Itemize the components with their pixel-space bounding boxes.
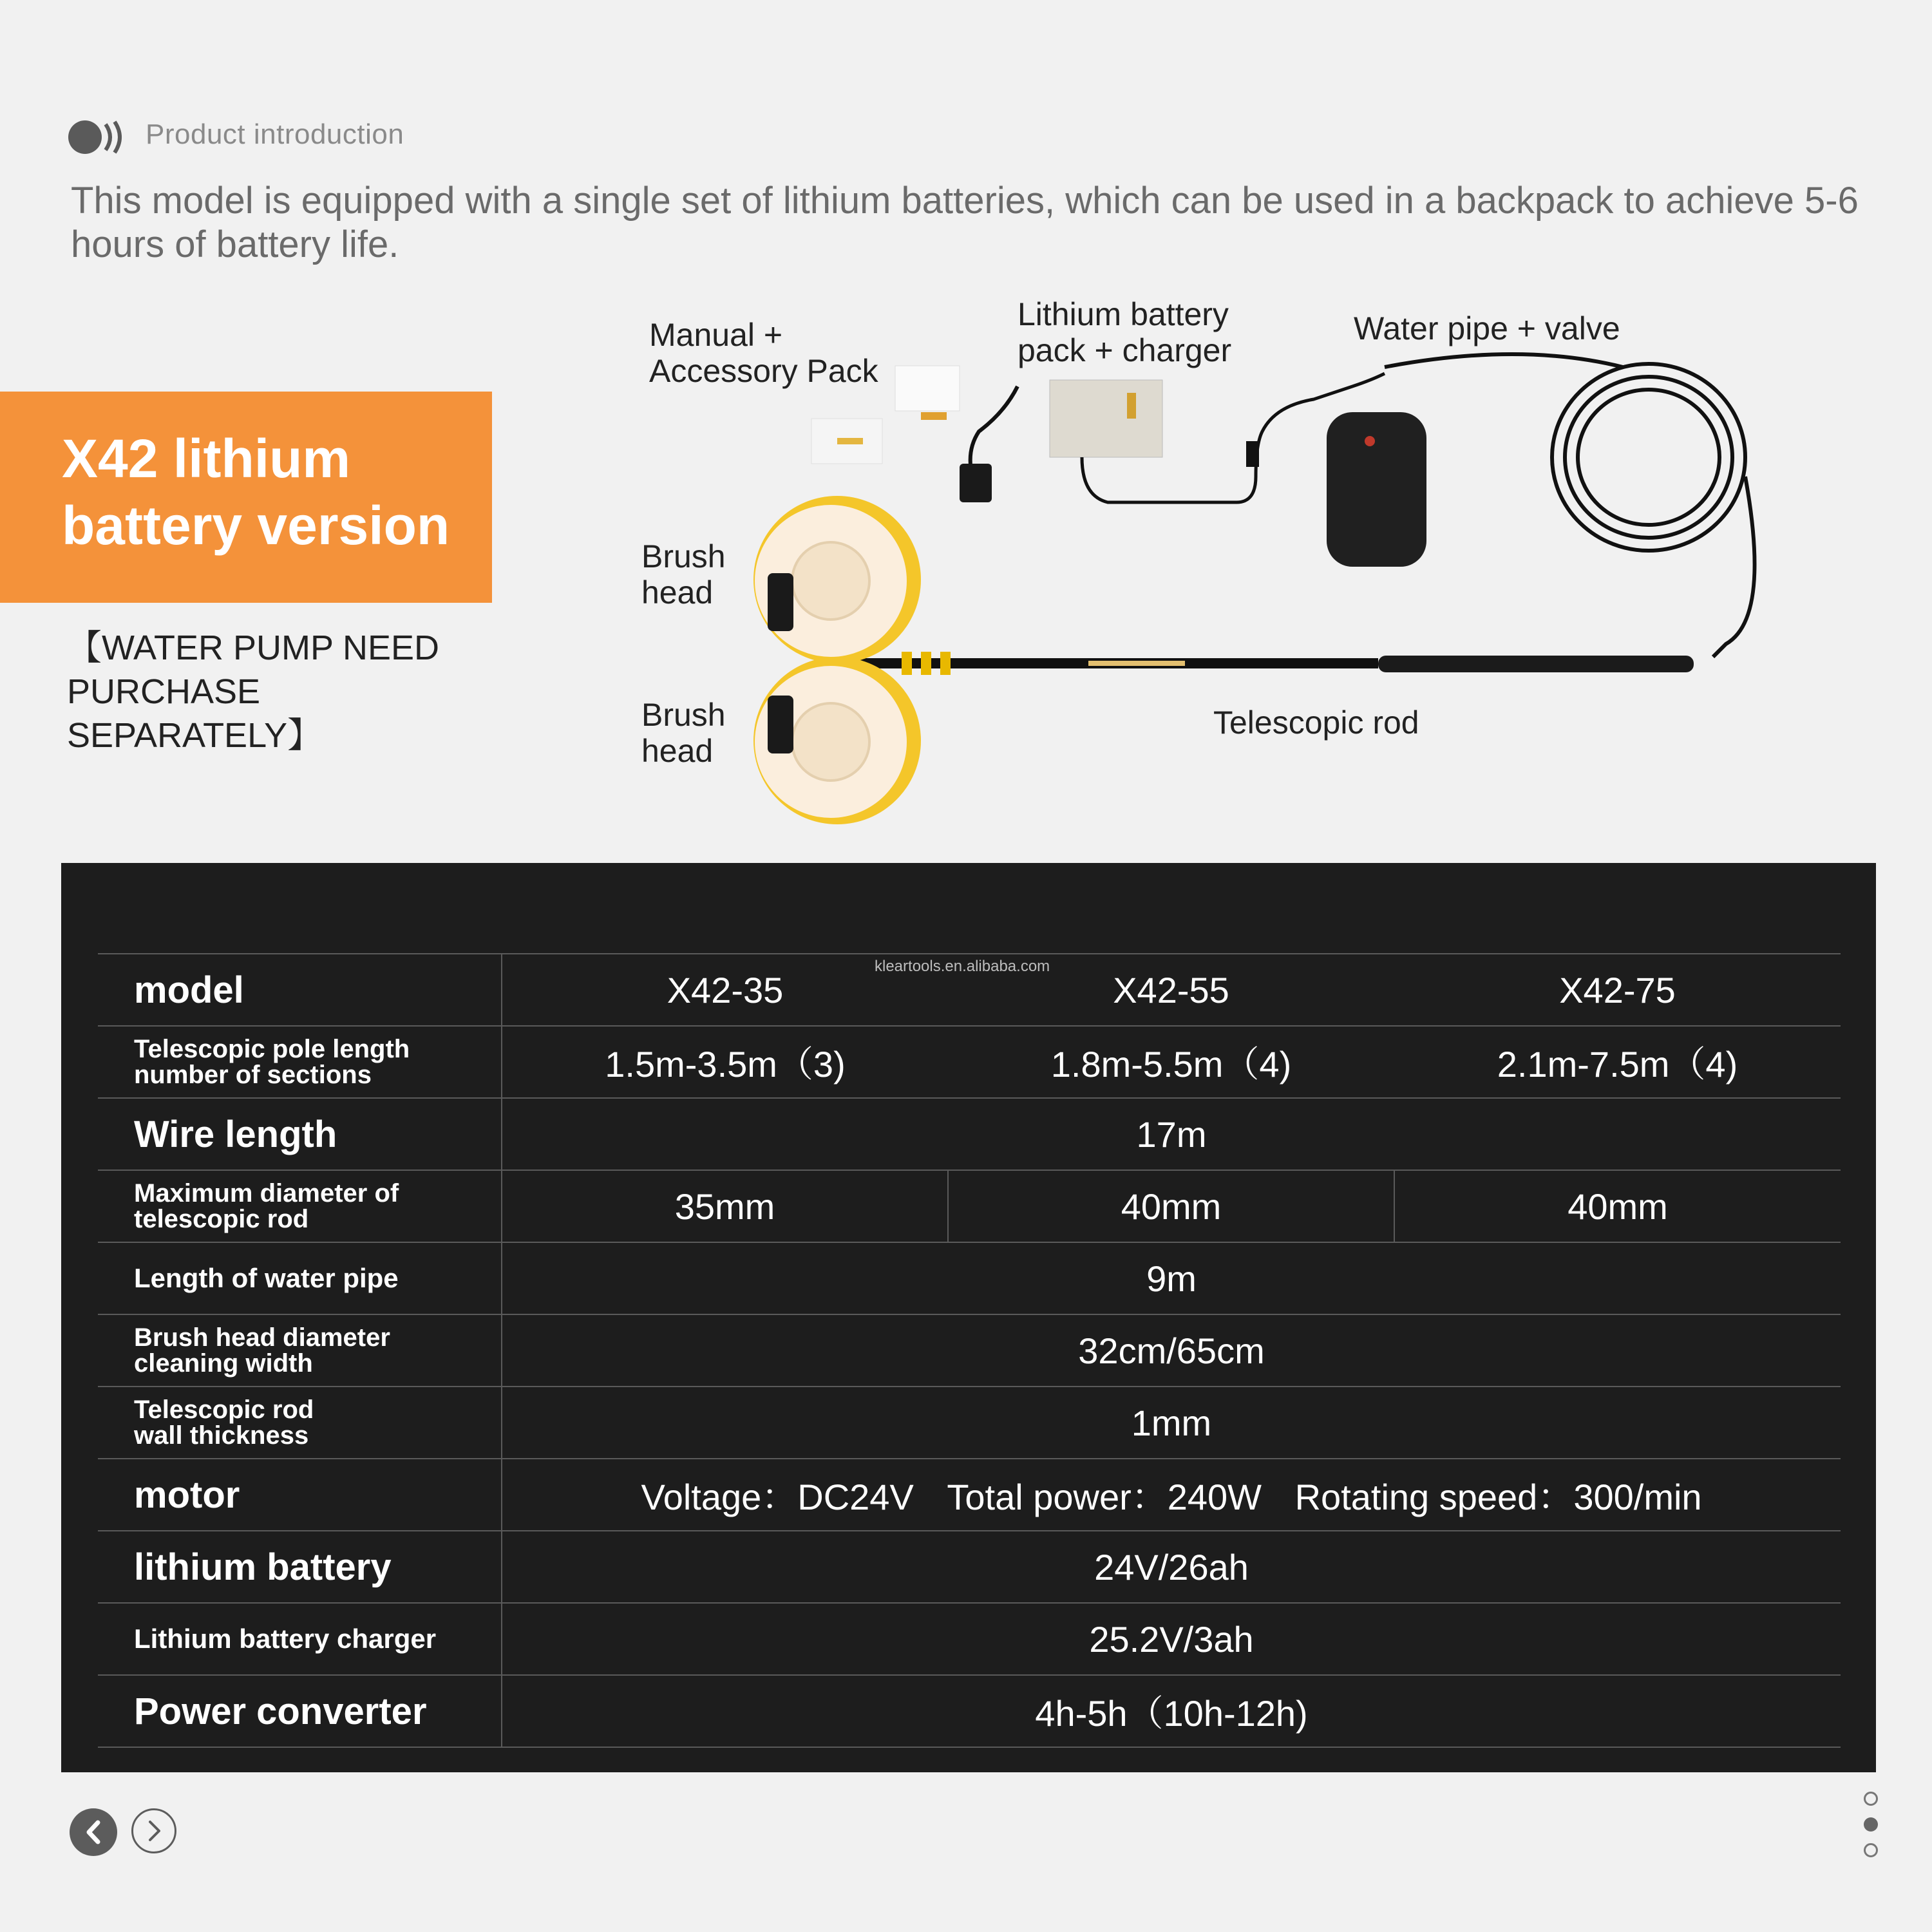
- row-label: Power converter: [134, 1690, 427, 1732]
- row-label: Maximum diameter of telescopic rod: [134, 1179, 399, 1233]
- cell-battery: 24V/26ah: [502, 1531, 1841, 1603]
- table-row-brush: [98, 1314, 1841, 1387]
- label-telescopic-rod: Telescopic rod: [1213, 705, 1419, 741]
- table-row-battery: [98, 1531, 1841, 1603]
- charger-image: [960, 386, 1018, 502]
- cell-model-3: X42-75: [1394, 954, 1841, 1026]
- row-label: Length of water pipe: [134, 1263, 399, 1293]
- cell-pipe: 9m: [502, 1242, 1841, 1314]
- table-row-wall: [98, 1387, 1841, 1459]
- table-row-pole: [98, 1026, 1841, 1098]
- cell-model-1: X42-35: [502, 954, 948, 1026]
- water-pipe-image: [1385, 354, 1755, 657]
- cell-pole-2: 1.8m-5.5m（4): [948, 1026, 1394, 1098]
- prev-button[interactable]: [70, 1808, 117, 1856]
- brush-head-image-bottom: [753, 657, 921, 824]
- cell-converter: 4h-5h（10h-12h): [502, 1675, 1841, 1747]
- row-label: Brush head diameter cleaning width: [134, 1323, 390, 1378]
- label-brush-head-top: Brush head: [641, 538, 726, 611]
- row-label: Telescopic pole length number of sections: [134, 1035, 410, 1089]
- brush-head-image-top: [753, 496, 921, 663]
- cell-pole-3: 2.1m-7.5m（4): [1394, 1026, 1841, 1098]
- label-battery-pack: Lithium battery pack + charger: [1018, 296, 1232, 368]
- row-label: Lithium battery charger: [134, 1624, 437, 1654]
- label-water-pipe: Water pipe + valve: [1354, 310, 1620, 346]
- cell-wall: 1mm: [502, 1387, 1841, 1459]
- pager-dot-3[interactable]: [1864, 1843, 1878, 1857]
- telescopic-rod-image: [831, 652, 1694, 675]
- cell-diameter-3: 40mm: [1394, 1170, 1841, 1242]
- cell-wire: 17m: [502, 1098, 1841, 1170]
- intro-text: This model is equipped with a single set of lithium batteries, which can be used in a backpack to achieve 5-6 hours of battery life.: [71, 180, 1859, 265]
- table-row-diameter: [98, 1170, 1841, 1242]
- backpack-image: [1327, 412, 1426, 567]
- section-label: Product introduction: [146, 118, 404, 150]
- label-brush-head-bottom: Brush head: [641, 697, 726, 769]
- pager-dot-1[interactable]: [1864, 1792, 1878, 1806]
- table-row-charger: [98, 1603, 1841, 1675]
- cell-charger: 25.2V/3ah: [502, 1603, 1841, 1675]
- cell-diameter-1: 35mm: [502, 1170, 948, 1242]
- chevron-right-icon: [133, 1810, 175, 1852]
- row-label: model: [134, 969, 244, 1011]
- motor-power: Total power：240W: [947, 1477, 1262, 1517]
- cell-model-2: X42-55: [948, 954, 1394, 1026]
- table-row-pipe: [98, 1242, 1841, 1314]
- section-bullet-icon: [67, 119, 125, 155]
- row-label: Telescopic rod wall thickness: [134, 1396, 314, 1450]
- cell-diameter-2: 40mm: [948, 1170, 1394, 1242]
- next-button[interactable]: [131, 1808, 176, 1853]
- table-row-wire: [98, 1098, 1841, 1170]
- cell-pole-1: 1.5m-3.5m（3): [502, 1026, 948, 1098]
- spec-table: [98, 953, 1841, 1748]
- purchase-note: 【WATER PUMP NEED PURCHASE SEPARATELY】: [67, 629, 440, 755]
- row-label: Wire length: [134, 1113, 337, 1155]
- chevron-left-icon: [70, 1808, 117, 1856]
- version-title: X42 lithium battery version: [62, 428, 450, 556]
- label-manual-pack: Manual + Accessory Pack: [649, 317, 878, 389]
- row-label: lithium battery: [134, 1546, 392, 1588]
- row-label: motor: [134, 1473, 240, 1516]
- table-row-motor: [98, 1459, 1841, 1531]
- cell-brush: 32cm/65cm: [502, 1314, 1841, 1387]
- motor-speed: Rotating speed：300/min: [1294, 1477, 1702, 1517]
- pager-dot-2-active[interactable]: [1864, 1817, 1878, 1832]
- table-row-converter: [98, 1675, 1841, 1747]
- cell-motor: [502, 1459, 1841, 1531]
- motor-voltage: Voltage：DC24V: [641, 1477, 914, 1517]
- watermark: kleartools.en.alibaba.com: [875, 958, 1050, 975]
